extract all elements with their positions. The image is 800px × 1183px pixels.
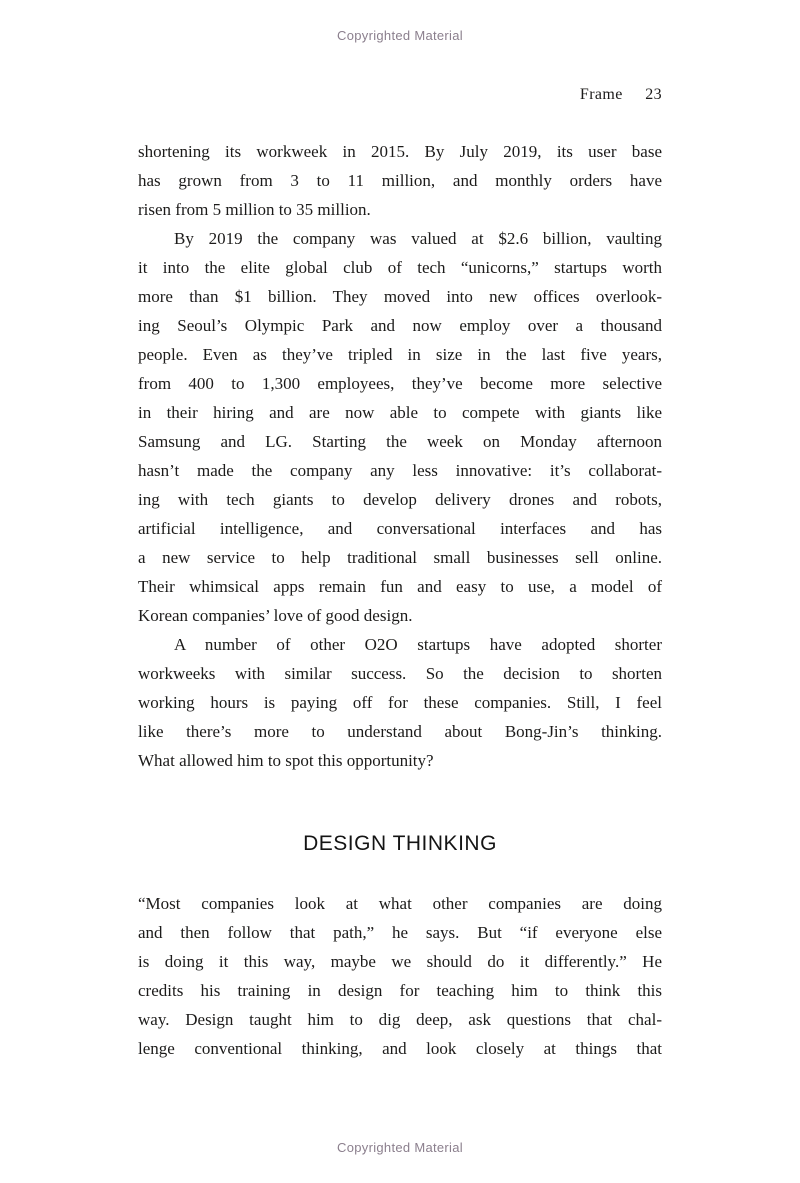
section-heading: DESIGN THINKING <box>303 832 497 855</box>
text-line: like there’s more to understand about Bong-Jin’s thinking. <box>138 722 662 741</box>
running-head <box>138 86 662 104</box>
copyright-notice-top: Copyrighted Material <box>337 28 463 43</box>
text-line: people. Even as they’ve tripled in size in the last five years, <box>138 345 662 364</box>
text-line: Samsung and LG. Starting the week on Monday afternoon <box>138 432 662 451</box>
text-line: What allowed him to spot this opportunity? <box>138 751 434 770</box>
text-line: working hours is paying off for these companies. Still, I feel <box>138 693 662 712</box>
copyright-notice-bottom: Copyrighted Material <box>337 1140 463 1155</box>
paragraph <box>138 224 662 630</box>
text-line: from 400 to 1,300 employees, they’ve become more selective <box>138 374 662 393</box>
text-line: way. Design taught him to dig deep, ask questions that chal- <box>138 1010 662 1029</box>
running-head-title: Frame <box>579 86 623 103</box>
page-number: 23 <box>645 86 662 103</box>
text-line: has grown from 3 to 11 million, and monthly orders have <box>138 171 662 190</box>
text-line: is doing it this way, maybe we should do it differently.” He <box>138 952 662 971</box>
text-line: a new service to help traditional small businesses sell online. <box>138 548 662 567</box>
text-line: credits his training in design for teaching him to think this <box>138 981 662 1000</box>
text-line: “Most companies look at what other companies are doing <box>138 894 662 913</box>
text-line: and then follow that path,” he says. But “if everyone else <box>138 923 662 942</box>
text-line: ing Seoul’s Olympic Park and now employ over a thousand <box>138 316 662 335</box>
text-line: ing with tech giants to develop delivery drones and robots, <box>138 490 662 509</box>
text-line: it into the elite global club of tech “unicorns,” startups worth <box>138 258 662 277</box>
text-line: artificial intelligence, and conversational interfaces and has <box>138 519 662 538</box>
text-line: By 2019 the company was valued at $2.6 billion, vaulting <box>174 229 662 248</box>
text-line: hasn’t made the company any less innovative: it’s collaborat- <box>138 461 662 480</box>
text-line: risen from 5 million to 35 million. <box>138 200 371 219</box>
text-line: Their whimsical apps remain fun and easy to use, a model of <box>138 577 662 596</box>
paragraph <box>138 137 662 224</box>
text-line: Korean companies’ love of good design. <box>138 606 413 625</box>
text-line: in their hiring and are now able to compete with giants like <box>138 403 662 422</box>
text-line: lenge conventional thinking, and look closely at things that <box>138 1039 662 1058</box>
text-line: workweeks with similar success. So the decision to shorten <box>138 664 662 683</box>
paragraph <box>138 630 662 775</box>
text-line: A number of other O2O startups have adopted shorter <box>174 635 662 654</box>
text-block <box>138 137 662 1063</box>
text-line: shortening its workweek in 2015. By July 2019, its user base <box>138 142 662 161</box>
paragraph <box>138 889 662 1063</box>
text-line: more than $1 billion. They moved into new offices overlook- <box>138 287 662 306</box>
